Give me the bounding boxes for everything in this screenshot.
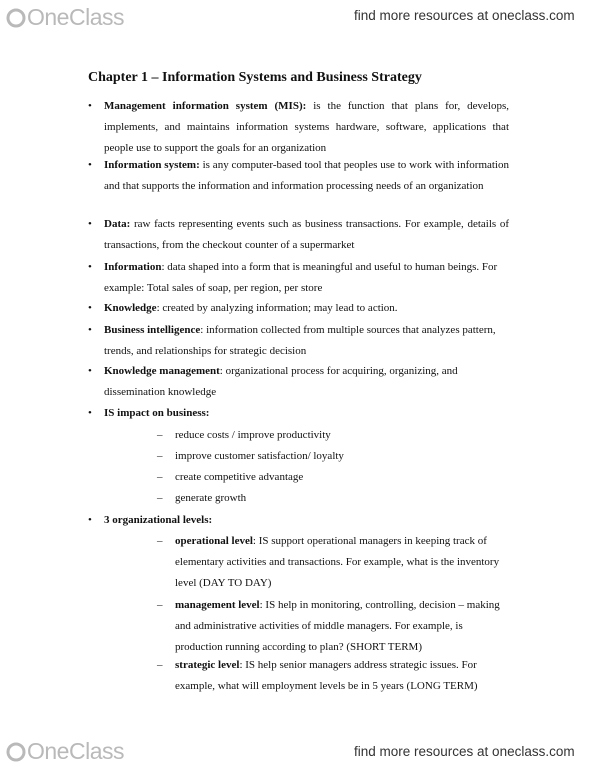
definition: : information collected from multiple sources that analyzes pattern, trends, and relationships for strategic decision [104, 324, 496, 357]
term: Information [104, 261, 162, 273]
term: strategic level [175, 659, 240, 671]
level-strategic [175, 655, 510, 697]
definition: : IS help senior managers address strategic issues. For example, what will employment levels be in 5 years (LONG TERM) [175, 659, 478, 692]
level-management [175, 595, 510, 658]
oneclass-logo-bottom [6, 738, 124, 765]
definition: : created by analyzing information; may lead to action. [156, 302, 398, 314]
impact-item: – improve customer satisfaction/ loyalty [175, 446, 510, 467]
level-operational [175, 531, 510, 594]
bullet-data [104, 214, 509, 256]
impact-item: – create competitive advantage [175, 467, 510, 488]
resources-link-top[interactable]: find more resources at oneclass.com [354, 8, 575, 23]
term: Information system: [104, 159, 200, 171]
bullet-business-intelligence [104, 320, 509, 362]
term: Knowledge [104, 302, 157, 314]
term: Business intelligence [104, 324, 201, 336]
oneclass-logo-icon [6, 7, 26, 29]
definition: is any computer-based tool that peoples use to work with information and that supports the information and information processing needs of an organization [104, 159, 509, 192]
definition: : IS support operational managers in keeping track of elementary activities and transactions. For example, what is the inventory level (DAY TO DAY) [175, 535, 500, 589]
resources-link-bottom[interactable]: find more resources at oneclass.com [354, 744, 575, 759]
definition: : organizational process for acquiring, organizing, and dissemination knowledge [104, 365, 458, 398]
brand-name: OneClass [27, 738, 124, 764]
oneclass-logo-icon [6, 741, 26, 763]
page-title: Chapter 1 – Information Systems and Business Strategy [88, 70, 422, 85]
term: Data: [104, 218, 131, 230]
bullet-information-system [104, 155, 509, 197]
definition: : IS help in monitoring, controlling, decision – making and administrative activities of middle managers. For example, is production running according to plan? (SHORT TERM) [175, 599, 500, 653]
bullet-mis [104, 96, 509, 159]
bullet-knowledge-management [104, 361, 509, 403]
term: operational level [175, 535, 253, 547]
brand-name: OneClass [27, 4, 124, 30]
term: 3 organizational levels: [104, 514, 213, 526]
bullet-information [104, 257, 509, 299]
term: IS impact on business: [104, 407, 210, 419]
bullet-is-impact [104, 403, 509, 424]
impact-item: – reduce costs / improve productivity [175, 425, 510, 446]
bullet-knowledge [104, 298, 509, 319]
oneclass-logo-top [6, 4, 124, 31]
term: Knowledge management [104, 365, 220, 377]
impact-item: – generate growth [175, 488, 510, 509]
definition: raw facts representing events such as business transactions. For example, details of transactions, from the checkout counter of a supermarket [104, 218, 509, 251]
bullet-org-levels [104, 510, 509, 531]
definition: is the function that plans for, develops, implements, and maintains information systems hardware, software, applications that people use to support the goals for an organization [104, 100, 510, 154]
term: Management information system (MIS): [104, 100, 307, 112]
definition: : data shaped into a form that is meaningful and useful to human beings. For example: Total sales of soap, per region, per store [104, 261, 498, 294]
term: management level [175, 599, 260, 611]
